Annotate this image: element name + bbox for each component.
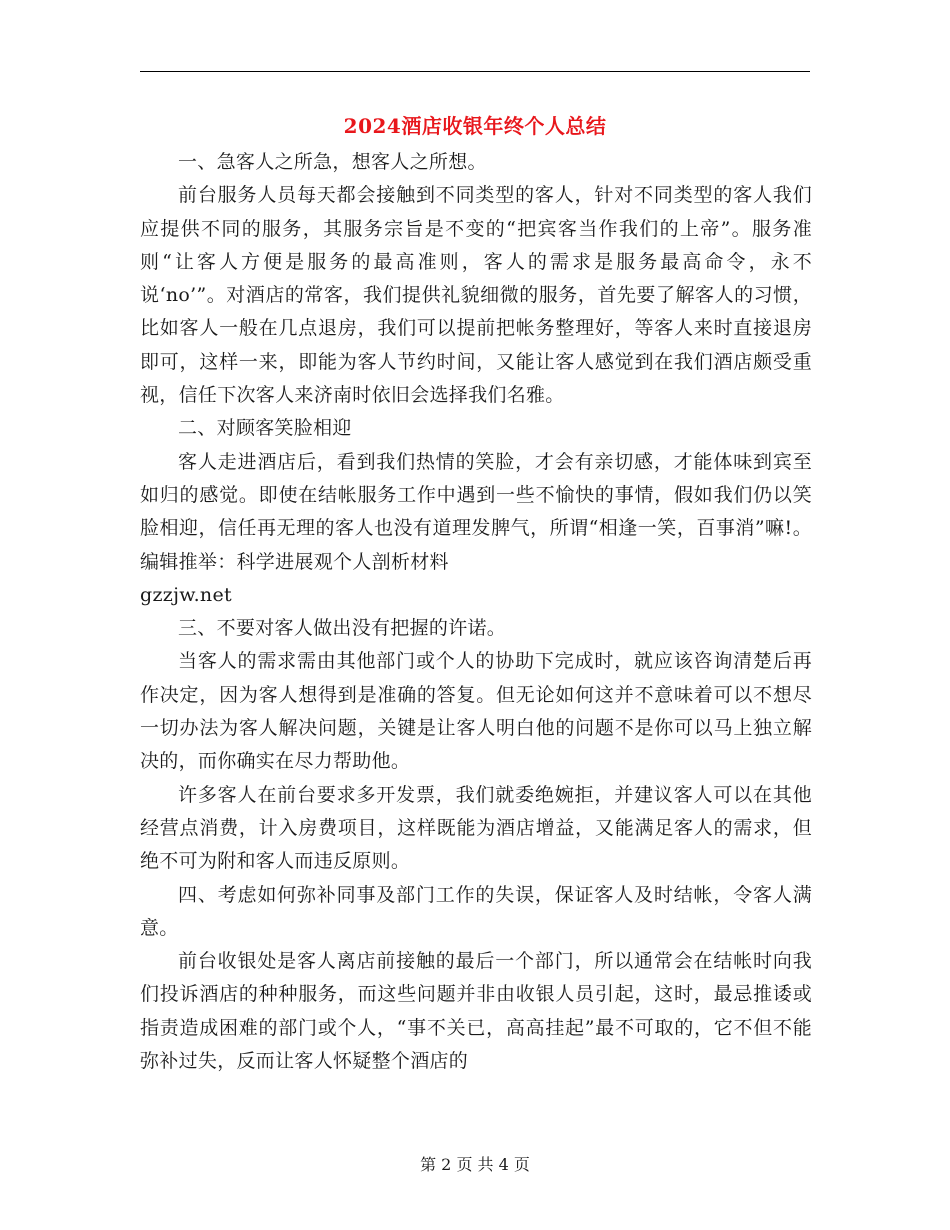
body-paragraph: 前台收银处是客人离店前接触的最后一个部门，所以通常会在结帐时向我们投诉酒店的种种服务，而这些问题并非由收银人员引起，这时，最忌推诿或指责造成困难的部门或个人，“事不关已，高高挂起”最不可取的，它不但不能弥补过失，反而让客人怀疑整个酒店的 <box>140 950 812 1073</box>
body-paragraph: 许多客人在前台要求多开发票，我们就委绝婉拒，并建议客人可以在其他经营点消费，计入房费项目，这样既能为酒店增益，又能满足客人的需求，但绝不可为附和客人而违反原则。 <box>140 783 812 873</box>
body-paragraph-link-text: gzzjw.net <box>140 583 232 606</box>
document-body <box>140 146 812 1078</box>
section-heading-4: 四、考虑如何弥补同事及部门工作的失误，保证客人及时结帐，令客人满意。 <box>140 883 812 939</box>
section-heading-1: 一、急客人之所急，想客人之所想。 <box>178 151 487 173</box>
section-heading-3: 三、不要对客人做出没有把握的许诺。 <box>178 617 507 640</box>
document-title: 2024酒店收银年终个人总结 <box>343 114 607 138</box>
body-paragraph: 前台服务人员每天都会接触到不同类型的客人，针对不同类型的客人我们应提供不同的服务，其服务宗旨是不变的“把宾客当作我们的上帝”。服务准则“让客人方便是服务的最高准则，客人的需求是服务最高命令，永不说‘no’”。对酒店的常客，我们提供礼貌细微的服务，首先要了解客人的习惯，比如客人一般在几点退房，我们可以提前把帐务整理好，等客人来时直接退房即可，这样一来，即能为客人节约时间，又能让客人感觉到在我们酒店颇受重视，信任下次客人来济南时依旧会选择我们名雅。 <box>140 184 812 407</box>
body-paragraph: 当客人的需求需由其他部门或个人的协助下完成时，就应该咨询清楚后再作决定，因为客人想得到是准确的答复。但无论如何这并不意味着可以不想尽一切办法为客人解决问题，关键是让客人明白他的问题不是你可以马上独立解决的，而你确实在尽力帮助他。 <box>140 650 812 773</box>
page-number: 第 2 页 共 4 页 <box>420 1155 530 1174</box>
section-heading-2: 二、对顾客笑脸相迎 <box>178 417 352 440</box>
body-paragraph: 客人走进酒店后，看到我们热情的笑脸，才会有亲切感，才能体味到宾至如归的感觉。即使在结帐服务工作中遇到一些不愉快的事情，假如我们仍以笑脸相迎，信任再无理的客人也没有道理发脾气，所谓“相逢一笑，百事消”嘛!。编辑推举：科学进展观个人剖析材料 <box>140 450 812 573</box>
header-rule <box>140 71 810 72</box>
